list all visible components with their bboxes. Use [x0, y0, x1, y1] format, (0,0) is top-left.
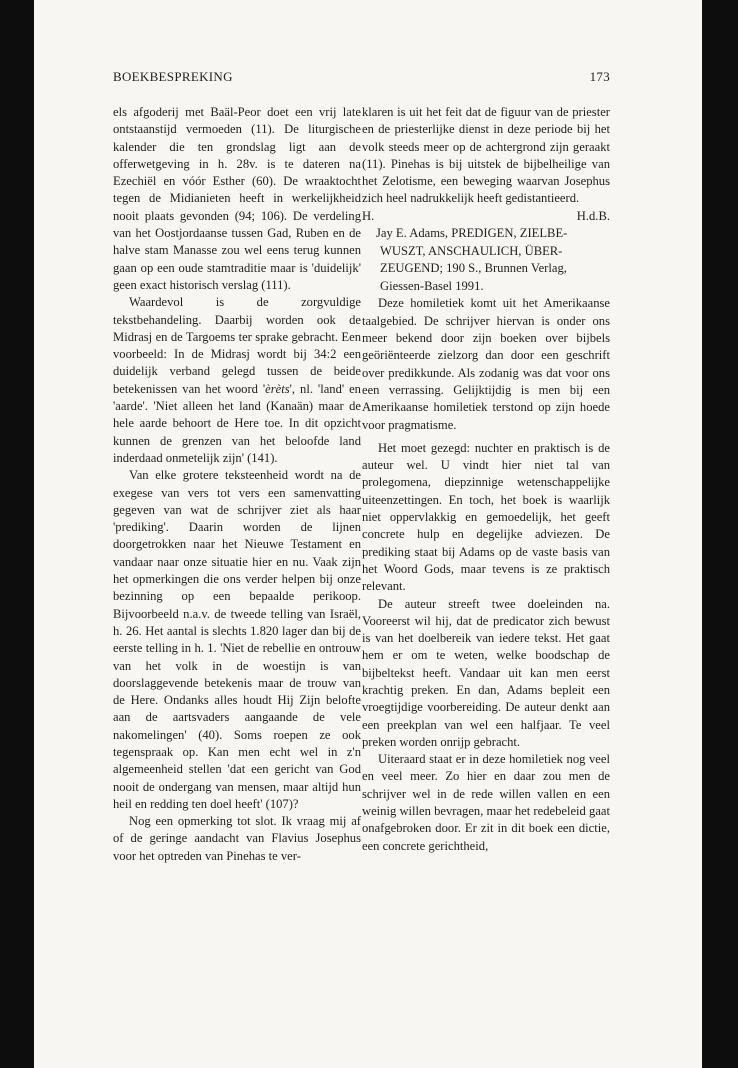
scan-border-right: [702, 0, 738, 1068]
paragraph: Nog een opmerking tot slot. Ik vraag mij af of de geringe aandacht van Flavius Josephus voor het optreden van Pinehas te ver-: [113, 814, 361, 863]
section-title: BOEKBESPREKING: [113, 69, 233, 84]
review-heading-line: WUSZT, ANSCHAULICH, ÜBER-: [380, 243, 563, 258]
paragraph: Het moet gezegd: nuchter en praktisch is de auteur wel. U vindt hier niet tal van prolegomena, diepzinnige wetenschappelijke uiteenzettingen. En toch, het boek is waarlijk niet oppervlakkig en gemoedelijk, het geeft concrete hulp en degelijke adviezen. De prediking staat bij Adams op de vaste basis van het Woord Gods, maar tevens is ze praktisch relevant.: [362, 440, 610, 594]
paragraph-text: Waardevol is de zorgvuldige tekstbehandeling. Daarbij worden ook de Midrasj en de Targoems ter sprake gebracht. Een voorbeeld: In de Midrasj wordt bij 34:2 een duidelijk verband gelegd tussen de beide betekenissen van het woord ': [113, 295, 361, 396]
signature-name: H.d.B.: [576, 208, 610, 223]
review-heading: [362, 225, 610, 295]
scan-border-left: [0, 0, 34, 1068]
signature-initial: H.: [362, 208, 375, 223]
review-heading-line: Giessen-Basel 1991.: [380, 278, 484, 293]
paragraph: De auteur streeft twee doeleinden na. Vooreerst wil hij, dat de predicator zich bewust is van het doelbereik van iedere tekst. Het gaat hem er om te weten, welke boodschap de bijbeltekst heeft. Vandaar uit kan men eerst krachtig preken. En dan, Adams bepleit een vroegtijdige voorbereiding. De auteur denkt aan een preekplan van wel een halfjaar. Te veel preken worden onrijp gebracht.: [362, 596, 610, 749]
right-column: [362, 104, 610, 855]
paragraph: [113, 294, 361, 467]
review-heading-line: Jay E. Adams, PREDIGEN, ZIELBE-: [376, 226, 568, 241]
reviewer-signature: [362, 208, 610, 225]
paragraph: Van elke grotere teksteenheid wordt na de exegese van vers tot vers een samenvatting gegeven van wat de schrijver ziet als haar 'prediking'. Daarin worden de lijnen doorgetrokken naar het Nieuwe Testament en vandaar naar onze situatie hier en nu. Vaak zijn het opmerkingen die ons verder helpen bij onze bezinning op een bepaalde perikoop. Bijvoorbeeld n.a.v. de tweede telling van Israël, h. 26. Het aantal is slechts 1.820 lager dan bij de eerste telling in h. 1. 'Niet de rebellie en ontrouw van het volk in de woestijn is van doorslaggevende betekenis maar de trouw van de Here. Ondanks alles houdt Hij Zijn belofte aan de aartsvaders aangaande de vele nakomelingen' (40). Soms roepen ze ook tegenspraak op. Kan men echt wel in z'n algemeenheid stellen 'dat een gericht van God nooit de ondergang van mensen, maar altijd hun heil en redding ten doel heeft' (107)?: [113, 468, 361, 811]
paragraph: Uiteraard staat er in deze homiletiek nog veel en veel meer. Zo hier en daar zou men de schrijver wel in de rede willen vallen en een weinig willen bevragen, maar het redebeleid gaat onafgebroken door. Er zit in dit boek een dictie, een concrete gerichtheid,: [362, 752, 610, 853]
page-number: 173: [589, 69, 610, 84]
paragraph: Deze homiletiek komt uit het Amerikaanse taalgebied. De schrijver hiervan is onder ons meer bekend door zijn boeken over bijbels geöriënteerde zielzorg dan door een geschrift over predikkunde. Als zodanig was dat voor ons een verrassing. Gelijktijdig is men bij een Amerikaanse homiletiek terstond op zijn hoede voor pragmatisme.: [362, 296, 610, 432]
left-column: [113, 104, 361, 865]
paragraph-text: ', nl. 'land' en 'aarde'. 'Niet alleen het land (Kanaän) maar de hele aarde behoort de Here toe. In dit opzicht kunnen de grenzen van het beloofde land inderdaad onmetelijk zijn' (141).: [113, 381, 361, 465]
paragraph: els afgoderij met Baäl-Peor doet een vrij late ontstaanstijd vermoeden (11). De liturgische kalender die ten grondslag ligt aan de offerwetgeving in h. 28v. is te dateren na Ezechiël en vóór Esther (60). De wraaktocht tegen de Midianieten heeft in werkelijkheid nooit plaats gevonden (94; 106). De verdeling van het Oostjordaanse tussen Gad, Ruben en de halve stam Manasse zou wel eens terug kunnen gaan op een oude stamtraditie maar is 'duidelijk' geen exact historisch verslag (111).: [113, 105, 361, 292]
review-heading-line: ZEUGEND; 190 S., Brunnen Verlag,: [380, 261, 567, 276]
running-header: [113, 69, 610, 85]
paragraph: klaren is uit het feit dat de figuur van de priester en de priesterlijke dienst in deze periode bij het volk steeds meer op de achtergrond zijn geraakt (11). Pinehas is bij uitstek de bijbelheilige van het Zelotisme, een beweging waarvan Josephus zich heel nadrukkelijk heeft gedistantieerd.: [362, 105, 610, 206]
hebrew-term: èrèts: [265, 381, 290, 396]
